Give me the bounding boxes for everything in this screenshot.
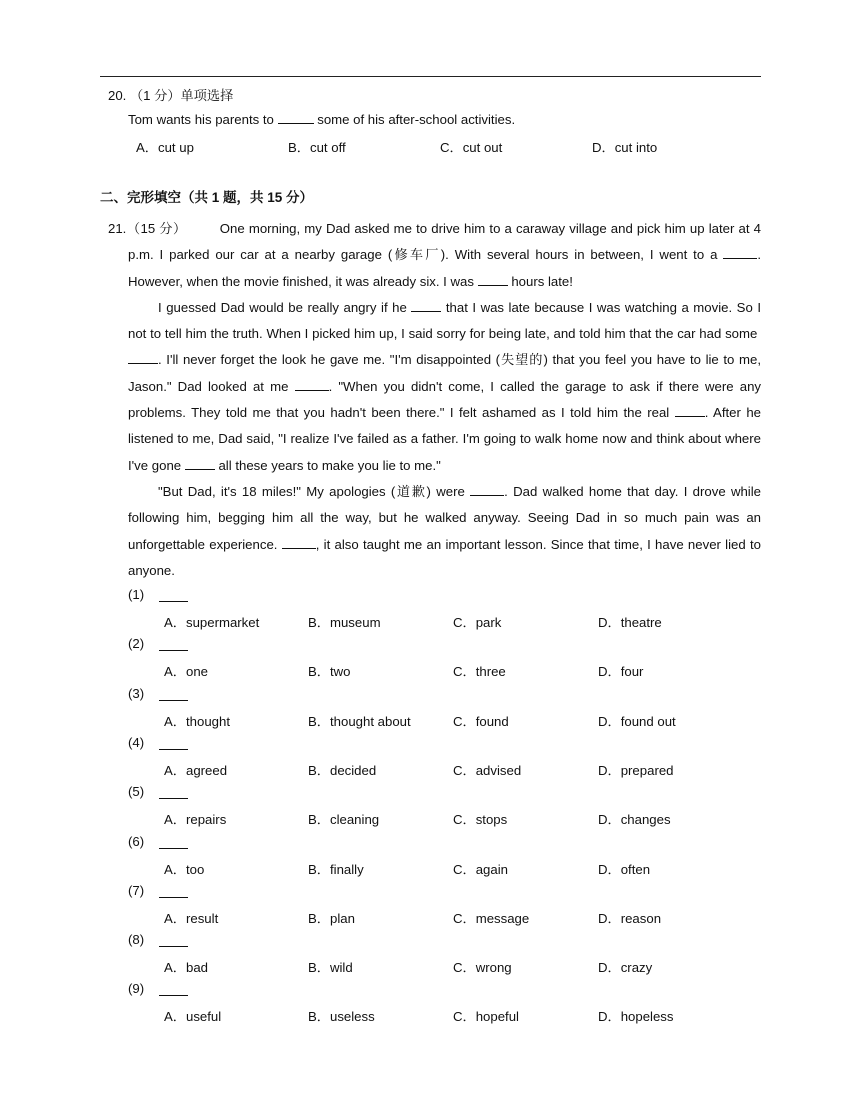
q21-p2-text-2: that I was late because I was watching a movie. So I not to tell him the truth. When I picked him up, I said sorry for being late, and told him that the car had some (128, 299, 761, 342)
q21-paragraph-1 (100, 216, 761, 295)
blank-1[interactable] (723, 246, 757, 259)
subquestion-number: (7) (128, 882, 145, 898)
option-a[interactable]: A．result (164, 910, 219, 926)
option-a[interactable]: A．bad (164, 960, 208, 976)
blank-8[interactable] (470, 483, 504, 496)
option-b[interactable]: B．two (308, 664, 351, 680)
option-b[interactable]: B．thought about (308, 713, 411, 729)
subquestion-answer-blank[interactable] (159, 786, 188, 799)
subquestion-answer-blank[interactable] (159, 638, 188, 651)
q21-p2-text-1: I guessed Dad would be really angry if he (158, 299, 407, 315)
top-divider (100, 76, 761, 77)
option-d[interactable]: D．crazy (598, 960, 653, 976)
option-b[interactable]: B．useless (308, 1009, 375, 1025)
q21-p3-text-1: "But Dad, it's 18 miles!" My apologies (道歉) were (158, 483, 465, 499)
subquestion-number: (2) (128, 636, 145, 652)
q20-stem (128, 111, 515, 127)
q21-p1-text-3: hours late! (511, 273, 573, 289)
q21-number: 21. (108, 221, 127, 236)
option-c[interactable]: C．found (453, 713, 509, 729)
subquestion-number: (5) (128, 784, 145, 800)
subquestion-number: (3) (128, 685, 145, 701)
blank-7[interactable] (185, 457, 215, 470)
subquestion-number: (4) (128, 734, 145, 750)
q21-paragraph-2 (100, 295, 761, 479)
blank-3[interactable] (411, 299, 441, 312)
q21-passage (100, 216, 761, 584)
blank-5[interactable] (295, 378, 329, 391)
option-c[interactable]: C．message (453, 910, 530, 926)
option-c[interactable]: C．again (453, 861, 508, 877)
q21-p2-text-4: . "When you didn't come, I called the garage to ask if there were any problems. They told me that you hadn't been there." I felt ashamed as I told him the real (128, 378, 762, 421)
subquestion-answer-blank[interactable] (159, 983, 188, 996)
q20-blank[interactable] (278, 111, 314, 124)
q21-p2-text-3: . I'll never forget the look he gave me. "I'm disappointed (失望的) that you feel you have to lie to me, Jason." Dad looked at me (128, 352, 761, 394)
blank-2[interactable] (478, 273, 508, 286)
q20-option-d[interactable]: D．cut into (592, 140, 658, 155)
option-b[interactable]: B．finally (308, 861, 364, 877)
subquestion-number: (6) (128, 833, 145, 849)
option-c[interactable]: C．advised (453, 762, 522, 778)
option-b[interactable]: B．museum (308, 615, 381, 630)
q21-p2-text-6: all these years to make you lie to me." (218, 457, 441, 473)
option-d[interactable]: D．found out (598, 713, 676, 729)
subquestion-answer-blank[interactable] (159, 688, 188, 701)
option-c[interactable]: C．hopeful (453, 1009, 519, 1025)
option-c[interactable]: C．stops (453, 812, 508, 828)
q21-paragraph-3 (100, 479, 761, 584)
subquestion-number: (1) (128, 587, 145, 602)
option-b[interactable]: B．plan (308, 910, 355, 926)
option-a[interactable]: A．supermarket (164, 615, 260, 630)
option-c[interactable]: C．park (453, 615, 502, 630)
option-c[interactable]: C．three (453, 664, 506, 680)
q20-option-a[interactable]: A．cut up (136, 140, 194, 155)
subquestion-answer-blank[interactable] (159, 836, 188, 849)
subquestion-answer-blank[interactable] (159, 589, 188, 602)
q20-header: 20. （1 分）单项选择 (108, 88, 234, 103)
section-title: 二、完形填空（共 1 题，共 15 分） (100, 190, 314, 205)
blank-6[interactable] (675, 404, 705, 417)
subquestion-number: (9) (128, 981, 145, 997)
q21-p1-text-1: One morning, my Dad asked me to drive him to a caraway village and pick him up later at 4 p.m. I parked our car at a nearby garage (修车厂). With several hours in between, I went to a (128, 221, 761, 263)
option-a[interactable]: A．useful (164, 1009, 222, 1025)
option-b[interactable]: B．wild (308, 960, 353, 976)
blank-4[interactable] (128, 351, 158, 364)
subquestion-answer-blank[interactable] (159, 737, 188, 750)
q21-p3-text-2: . Dad walked home that day. I drove while following him, begging him all the way, but he walked anyway. Seeing Dad in so much pain was an unforgettable experience. (128, 483, 761, 552)
q20-option-c[interactable]: C．cut out (440, 140, 503, 155)
option-a[interactable]: A．agreed (164, 762, 228, 778)
option-b[interactable]: B．cleaning (308, 812, 380, 828)
option-d[interactable]: D．prepared (598, 762, 674, 778)
option-b[interactable]: B．decided (308, 762, 377, 778)
subquestion-number: (8) (128, 932, 145, 948)
option-d[interactable]: D．hopeless (598, 1009, 674, 1025)
q20-stem-before: Tom wants his parents to (128, 112, 274, 127)
option-d[interactable]: D．changes (598, 812, 671, 828)
option-c[interactable]: C．wrong (453, 960, 512, 976)
option-a[interactable]: A．too (164, 861, 205, 877)
option-d[interactable]: D．often (598, 861, 651, 877)
q21-p1-text-2: . However, when the movie finished, it was already six. I was (128, 247, 761, 289)
q21-p2-text-5: . After he listened to me, Dad said, "I realize I've failed as a father. I'm going to walk home now and think about where I've gone (128, 405, 761, 473)
option-a[interactable]: A．one (164, 664, 208, 680)
option-d[interactable]: D．reason (598, 910, 662, 926)
option-a[interactable]: A．thought (164, 713, 230, 729)
q20-option-b[interactable]: B．cut off (288, 140, 346, 155)
option-d[interactable]: D．four (598, 664, 644, 680)
q20-stem-after: some of his after-school activities. (317, 112, 516, 127)
option-d[interactable]: D．theatre (598, 615, 662, 630)
option-a[interactable]: A．repairs (164, 812, 227, 828)
subquestion-answer-blank[interactable] (159, 934, 188, 947)
q21-points: （15 分） (126, 221, 187, 236)
blank-9[interactable] (282, 536, 316, 549)
subquestion-answer-blank[interactable] (159, 885, 188, 898)
q21-p3-text-3: , it also taught me an important lesson. Since that time, I have never lied to anyone. (128, 536, 761, 578)
